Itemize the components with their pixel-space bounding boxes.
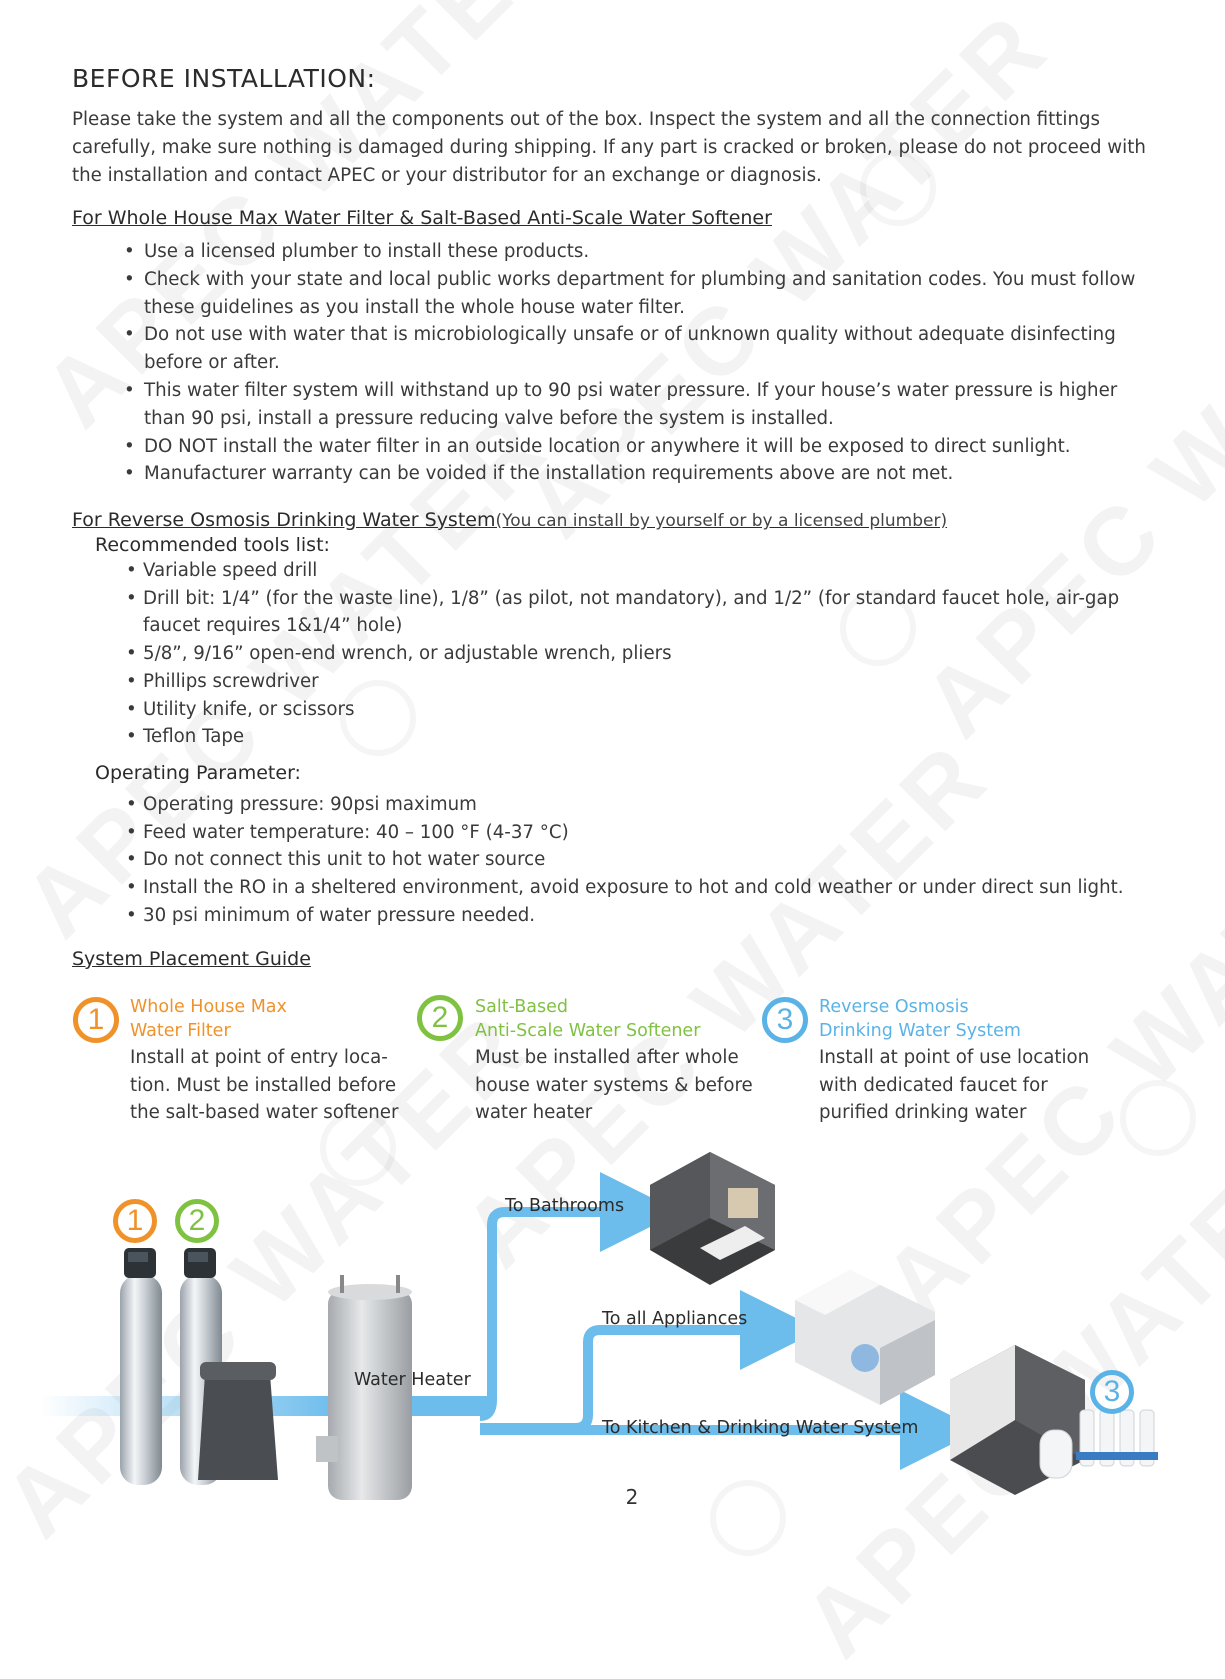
list-item: • Feed water temperature: 40 – 100 °F (4-37 °C) xyxy=(126,819,1136,847)
step-2-description xyxy=(475,1044,753,1127)
list-item: • Drill bit: 1/4” (for the waste line), 1/8” (as pilot, not mandatory), and 1/2” (for standard faucet hole, air-gap faucet requires 1&1/4” hole) xyxy=(126,585,1136,640)
diagram-badge-3: 3 xyxy=(1090,1370,1134,1414)
list-item: • DO NOT install the water filter in an outside location or anywhere it will be exposed to direct sunlight. xyxy=(118,433,1138,461)
list-item: • This water filter system will withstand up to 90 psi water pressure. If your house’s water pressure is higher than 90 psi, install a pressure reducing valve before the system is installed. xyxy=(118,377,1138,433)
text-line: house water systems & before xyxy=(475,1074,753,1096)
page-heading: BEFORE INSTALLATION: xyxy=(72,64,376,93)
diagram-badge-2: 2 xyxy=(175,1199,219,1243)
text-line: Install at point of use location xyxy=(819,1047,1090,1068)
appliance-pipe xyxy=(480,1330,780,1428)
brine-tank xyxy=(198,1362,278,1480)
text-line: with dedicated faucet for xyxy=(819,1074,1048,1096)
step-1-description xyxy=(130,1044,398,1127)
text-line: the salt-based water softener xyxy=(130,1102,399,1123)
text-line: water heater xyxy=(475,1102,593,1123)
list-item: • Utility knife, or scissors xyxy=(126,696,1136,724)
whole-house-filter-tank xyxy=(120,1248,162,1485)
tools-list-title: Recommended tools list: xyxy=(95,534,330,556)
text-line: Install at point of entry loca- xyxy=(130,1047,388,1068)
page-number: 2 xyxy=(625,1485,639,1509)
list-item: • 5/8”, 9/16” open-end wrench, or adjustable wrench, pliers xyxy=(126,640,1136,668)
list-item: • Teflon Tape xyxy=(126,723,1136,751)
list-item: • Do not connect this unit to hot water source xyxy=(126,846,1136,874)
list-item: • Manufacturer warranty can be voided if the installation requirements above are not met. xyxy=(118,460,1138,488)
list-item: • Do not use with water that is microbiologically unsafe or of unknown quality without adequate disinfecting before or after. xyxy=(118,321,1138,377)
text-line: purified drinking water xyxy=(819,1102,1027,1123)
text-line: Must be installed after whole xyxy=(475,1047,739,1068)
whole-house-requirements-list xyxy=(118,238,1138,488)
list-item: • Variable speed drill xyxy=(126,557,1136,585)
step-2-title-line1: Salt-Based xyxy=(475,997,568,1017)
washer-dryer-icon xyxy=(795,1270,935,1405)
ro-section-title-note: (You can install by yourself or by a licensed plumber) xyxy=(495,511,948,531)
step-1-title-line2: Water Filter xyxy=(130,1021,231,1041)
step-2-title-line2: Anti-Scale Water Softener xyxy=(475,1021,701,1041)
step-3-badge: 3 xyxy=(762,997,808,1043)
step-3-title-line2: Drinking Water System xyxy=(819,1021,1021,1041)
placement-guide-title: System Placement Guide xyxy=(72,948,311,970)
list-item: • Use a licensed plumber to install these products. xyxy=(118,238,1138,266)
step-3-title xyxy=(819,995,1021,1043)
to-appliances-label: To all Appliances xyxy=(602,1309,748,1329)
intro-paragraph: Please take the system and all the components out of the box. Inspect the system and all the connection fittings carefully, make sure nothing is damaged during shipping. If any part is cracked or broken, please do not proceed with the installation and contact APEC or your distributor for an exchange or diagnosis. xyxy=(72,109,1146,186)
list-item: • Phillips screwdriver xyxy=(126,668,1136,696)
to-bathrooms-label: To Bathrooms xyxy=(505,1196,625,1216)
step-1-title xyxy=(130,995,287,1043)
tools-list xyxy=(126,557,1136,751)
step-1-title-line1: Whole House Max xyxy=(130,997,287,1017)
step-3-description xyxy=(819,1044,1089,1127)
list-item: • Operating pressure: 90psi maximum xyxy=(126,791,1136,819)
text-line: tion. Must be installed before xyxy=(130,1074,397,1096)
diagram-badge-1: 1 xyxy=(113,1199,157,1243)
operating-parameter-list xyxy=(126,791,1136,930)
step-2-title xyxy=(475,995,700,1043)
to-kitchen-label: To Kitchen & Drinking Water System xyxy=(602,1418,919,1438)
whole-house-section-title: For Whole House Max Water Filter & Salt-Based Anti-Scale Water Softener xyxy=(72,207,772,229)
list-item: • Check with your state and local public works department for plumbing and sanitation codes. You must follow these guidelines as you install the whole house water filter. xyxy=(118,266,1138,322)
list-item: • 30 psi minimum of water pressure needed. xyxy=(126,902,1136,930)
list-item: • Install the RO in a sheltered environment, avoid exposure to hot and cold weather or under direct sun light. xyxy=(126,874,1136,902)
ro-section-title-main: For Reverse Osmosis Drinking Water System xyxy=(72,509,496,531)
bathroom-icon xyxy=(650,1152,775,1285)
step-2-badge: 2 xyxy=(417,995,463,1041)
ro-section-title xyxy=(72,509,947,531)
step-1-badge: 1 xyxy=(73,997,119,1043)
water-heater-label: Water Heater xyxy=(354,1370,471,1390)
step-3-title-line1: Reverse Osmosis xyxy=(819,997,969,1017)
operating-parameter-title: Operating Parameter: xyxy=(95,762,301,784)
